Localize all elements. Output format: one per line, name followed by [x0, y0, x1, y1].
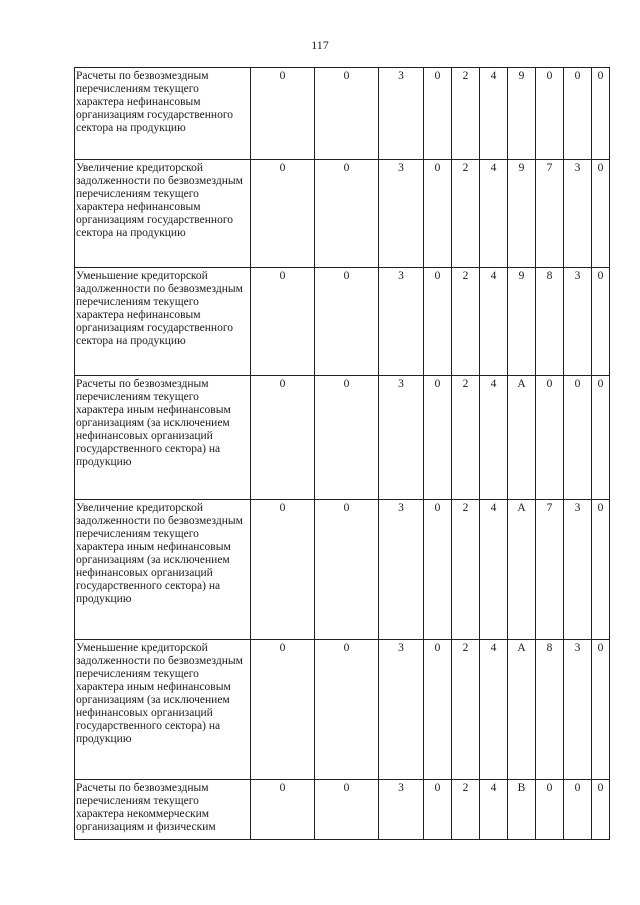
code-digit-8: 8	[536, 268, 564, 376]
code-digit-1: 0	[251, 268, 315, 376]
code-digit-5: 2	[452, 268, 480, 376]
code-digit-5: 2	[452, 780, 480, 840]
code-digit-8: 0	[536, 780, 564, 840]
code-digit-8: 0	[536, 68, 564, 160]
code-digit-9: 0	[564, 68, 592, 160]
code-digit-2: 0	[315, 500, 379, 640]
code-digit-7: А	[508, 500, 536, 640]
code-digit-3: 3	[379, 160, 424, 268]
code-digit-2: 0	[315, 640, 379, 780]
code-digit-7: 9	[508, 68, 536, 160]
code-digit-1: 0	[251, 500, 315, 640]
code-digit-7: В	[508, 780, 536, 840]
row-description: Увеличение кредиторской задолженности по безвозмездным перечислениям текущего характера иным нефинансовым организациям (за исключением нефинансовых организаций государственного сектора) на продукцию	[75, 500, 251, 640]
code-digit-5: 2	[452, 68, 480, 160]
code-digit-5: 2	[452, 376, 480, 500]
code-digit-1: 0	[251, 780, 315, 840]
code-digit-10: 0	[592, 268, 610, 376]
code-digit-5: 2	[452, 500, 480, 640]
page-number: 117	[311, 38, 329, 52]
code-digit-4: 0	[424, 376, 452, 500]
code-digit-3: 3	[379, 68, 424, 160]
code-digit-4: 0	[424, 160, 452, 268]
code-digit-1: 0	[251, 376, 315, 500]
code-digit-6: 4	[480, 500, 508, 640]
code-digit-5: 2	[452, 160, 480, 268]
code-digit-7: 9	[508, 160, 536, 268]
code-digit-6: 4	[480, 640, 508, 780]
table-row	[75, 640, 610, 780]
code-digit-10: 0	[592, 68, 610, 160]
row-description: Расчеты по безвозмездным перечислениям текущего характера некоммерческим организациям и физическим	[75, 780, 251, 840]
code-digit-9: 3	[564, 160, 592, 268]
code-digit-3: 3	[379, 640, 424, 780]
code-digit-10: 0	[592, 640, 610, 780]
code-digit-8: 0	[536, 376, 564, 500]
code-digit-10: 0	[592, 376, 610, 500]
code-digit-9: 3	[564, 268, 592, 376]
code-digit-5: 2	[452, 640, 480, 780]
code-digit-4: 0	[424, 500, 452, 640]
code-digit-9: 0	[564, 780, 592, 840]
table-row	[75, 268, 610, 376]
table-row	[75, 160, 610, 268]
row-description: Расчеты по безвозмездным перечислениям текущего характера иным нефинансовым организациям (за исключением нефинансовых организаций государственного сектора) на продукцию	[75, 376, 251, 500]
code-digit-3: 3	[379, 780, 424, 840]
code-digit-2: 0	[315, 160, 379, 268]
table-row	[75, 780, 610, 840]
code-digit-1: 0	[251, 68, 315, 160]
row-description: Уменьшение кредиторской задолженности по безвозмездным перечислениям текущего характера нефинансовым организациям государственного сектора на продукцию	[75, 268, 251, 376]
code-digit-10: 0	[592, 500, 610, 640]
code-digit-8: 7	[536, 160, 564, 268]
code-digit-7: 9	[508, 268, 536, 376]
code-digit-6: 4	[480, 376, 508, 500]
code-digit-6: 4	[480, 160, 508, 268]
code-digit-3: 3	[379, 268, 424, 376]
code-digit-10: 0	[592, 780, 610, 840]
code-digit-2: 0	[315, 68, 379, 160]
code-digit-1: 0	[251, 640, 315, 780]
code-digit-6: 4	[480, 68, 508, 160]
row-description: Увеличение кредиторской задолженности по безвозмездным перечислениям текущего характера нефинансовым организациям государственного сектора на продукцию	[75, 160, 251, 268]
table-row	[75, 68, 610, 160]
code-digit-3: 3	[379, 500, 424, 640]
code-digit-9: 0	[564, 376, 592, 500]
code-digit-4: 0	[424, 780, 452, 840]
code-digit-7: А	[508, 640, 536, 780]
code-digit-6: 4	[480, 268, 508, 376]
code-digit-6: 4	[480, 780, 508, 840]
code-digit-4: 0	[424, 268, 452, 376]
code-digit-1: 0	[251, 160, 315, 268]
code-digit-9: 3	[564, 640, 592, 780]
code-digit-8: 7	[536, 500, 564, 640]
code-digit-9: 3	[564, 500, 592, 640]
account-codes-body	[75, 68, 610, 840]
table-row	[75, 376, 610, 500]
table-row	[75, 500, 610, 640]
row-description: Расчеты по безвозмездным перечислениям текущего характера нефинансовым организациям государственного сектора на продукцию	[75, 68, 251, 160]
code-digit-2: 0	[315, 780, 379, 840]
code-digit-10: 0	[592, 160, 610, 268]
code-digit-3: 3	[379, 376, 424, 500]
code-digit-2: 0	[315, 376, 379, 500]
account-codes-table	[74, 67, 610, 840]
code-digit-2: 0	[315, 268, 379, 376]
code-digit-7: А	[508, 376, 536, 500]
code-digit-4: 0	[424, 68, 452, 160]
row-description: Уменьшение кредиторской задолженности по безвозмездным перечислениям текущего характера иным нефинансовым организациям (за исключением нефинансовых организаций государственного сектора) на продукцию	[75, 640, 251, 780]
code-digit-4: 0	[424, 640, 452, 780]
code-digit-8: 8	[536, 640, 564, 780]
